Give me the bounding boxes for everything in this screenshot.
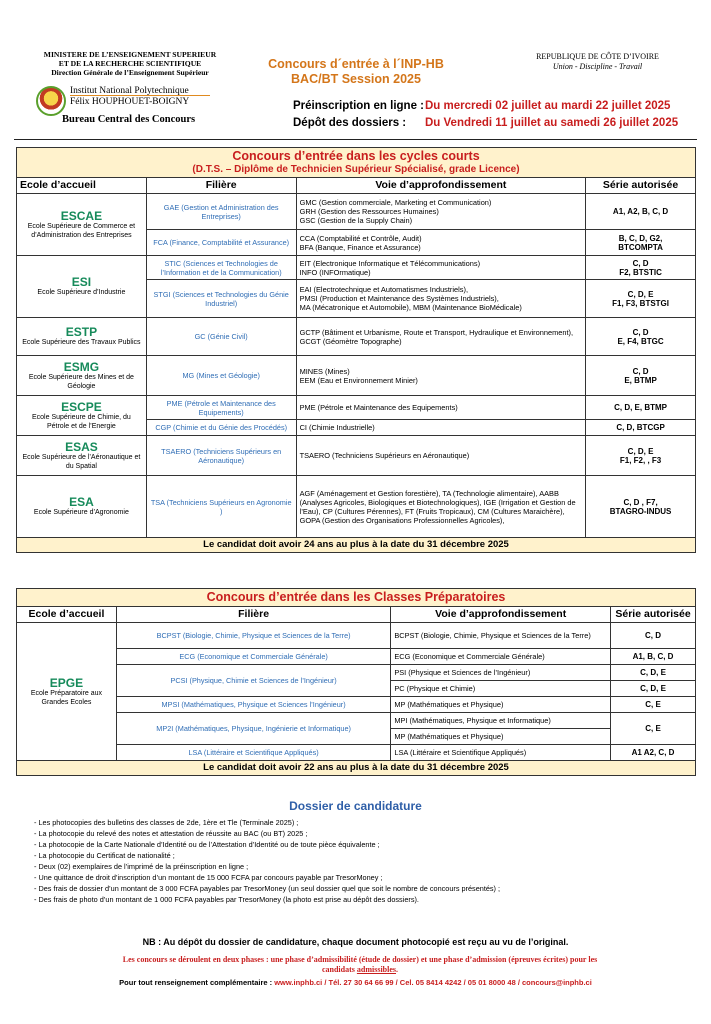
preinscription-label: Préinscription en ligne : <box>293 100 424 112</box>
school-cell <box>17 256 147 318</box>
voie-cell: MP (Mathématiques et Physique) <box>391 697 611 713</box>
voie-cell: TSAERO (Techniciens Supérieurs en Aéronautique) <box>296 436 586 476</box>
serie-cell: C, D <box>611 623 696 649</box>
table-row <box>17 665 696 681</box>
prep-classes-footer: Le candidat doit avoir 22 ans au plus à la date du 31 décembre 2025 <box>17 761 696 776</box>
serie-item: C, D , F7, <box>623 497 658 507</box>
serie-cell: C, D, E, BTMP <box>586 396 696 420</box>
title-line-2: BAC/BT Session 2025 <box>291 72 421 86</box>
voie-item: GRH (Gestion des Ressources Humaines) <box>299 207 439 216</box>
depot-dates: Du Vendredi 11 juillet au samedi 26 juillet 2025 <box>425 117 679 129</box>
bureau-concours: Bureau Central des Concours <box>62 114 196 125</box>
serie-item: C, D, E <box>627 446 654 456</box>
phases-end: . <box>396 965 399 974</box>
list-item: - La photocopie de la Carte Nationale d’Identité ou de l’Attestation d’Identité ou de toute pièce équivalente ; <box>34 840 380 849</box>
dates-block <box>293 98 678 132</box>
serie-cell <box>586 476 696 538</box>
col-header-filiere: Filière <box>116 607 390 623</box>
serie-cell: C, D, BTCGP <box>586 420 696 436</box>
contact-label: Pour tout renseignement complémentaire : <box>119 978 275 987</box>
school-name: Ecole Supérieure d’Industrie <box>37 289 126 297</box>
filiere-cell: TSA (Techniciens Supérieurs en Agronomie ) <box>146 476 296 538</box>
school-name: Ecole Supérieure de Commerce et d’Administration des Entreprises <box>27 223 136 239</box>
short-cycles-title: Concours d’entrée dans les cycles courts <box>232 149 480 163</box>
table-row <box>17 476 696 538</box>
serie-cell <box>586 436 696 476</box>
voie-cell: PME (Pétrole et Maintenance des Equipements) <box>296 396 586 420</box>
republic-motto: Union - Discipline - Travail <box>552 62 643 71</box>
inp-name-line-2: Félix HOUPHOUET-BOIGNY <box>70 97 190 107</box>
voie-cell: AGF (Aménagement et Gestion forestière), TA (Technologie alimentaire), AABB (Analyses Agricoles, Biologiques et Biotechnologiques), IGE (Irrigation et Gestion de l’Eau), CP (Cultures Pérennes), FT (Fruits Tropicaux), CM (Cultures Maraichère), GOPA (Gestion des Organisations Professionnelles Agricoles), <box>296 476 586 538</box>
inp-block <box>30 84 230 132</box>
voie-cell: MPI (Mathématiques, Physique et Informatique) <box>391 713 611 729</box>
voie-item: GSC (Gestion de la Supply Chain) <box>299 216 413 225</box>
serie-item: F2, BTSTIC <box>619 267 662 277</box>
list-item: - Des frais de dossier d’un montant de 3 000 FCFA payables par TresorMoney (un seul dossier quel que soit le nombre de concours présentés) ; <box>34 884 501 893</box>
col-header-filiere: Filière <box>146 178 296 194</box>
filiere-cell: GAE (Gestion et Administration des Entreprises) <box>146 194 296 230</box>
table-row <box>17 256 696 280</box>
serie-cell: A1, A2, B, C, D <box>586 194 696 230</box>
filiere-cell: ECG (Economique et Commerciale Générale) <box>116 649 390 665</box>
table-row <box>17 745 696 761</box>
school-abbr: ESI <box>71 275 92 290</box>
voie-cell <box>296 318 586 356</box>
prep-classes-title: Concours d’entrée dans les Classes Préparatoires <box>206 590 506 604</box>
filiere-cell: PCSI (Physique, Chimie et Sciences de l’Ingénieur) <box>116 665 390 697</box>
school-abbr: EPGE <box>49 676 84 690</box>
table-row <box>17 623 696 649</box>
voie-cell <box>296 280 586 318</box>
phases-line-2 <box>60 965 660 975</box>
header-divider <box>14 139 697 140</box>
school-abbr: ESCAE <box>60 209 103 223</box>
school-cell <box>17 436 147 476</box>
col-header-ecole: Ecole d’accueil <box>17 178 147 194</box>
serie-item: C, D <box>632 366 649 376</box>
list-item: - Des frais de photo d’un montant de 1 000 FCFA payables par TresorMoney (la photo est prise au dépôt des dossiers). <box>34 895 419 904</box>
table-row <box>17 318 696 356</box>
col-header-serie: Série autorisée <box>586 178 696 194</box>
serie-item: F1, F3, BTSTGI <box>612 298 670 308</box>
title-line-1: Concours d´entrée à l´INP-HB <box>268 57 444 71</box>
col-header-ecole: Ecole d’accueil <box>17 607 117 623</box>
voie-cell <box>296 230 586 256</box>
nb-note: NB : Au dépôt du dossier de candidature, chaque document photocopié est reçu au vu de l’original. <box>142 937 569 947</box>
phases-note <box>60 955 660 975</box>
ministry-block <box>24 50 236 77</box>
serie-item: C, D, E <box>627 289 654 299</box>
col-header-serie: Série autorisée <box>611 607 696 623</box>
ministry-line-3: Direction Générale de l’Enseignement Supérieur <box>51 68 209 77</box>
school-name: Ecole Supérieure de Chimie, du Pétrole et de l’Energie <box>31 414 131 430</box>
phases-text: candidats <box>321 965 357 974</box>
voie-cell: ECG (Economique et Commerciale Générale) <box>391 649 611 665</box>
contact-details-link[interactable]: www.inphb.ci / Tél. 27 30 64 66 99 / Cel. 05 8414 4242 / 05 01 8000 48 / concours@inphb.ci <box>274 978 592 987</box>
serie-cell <box>586 318 696 356</box>
voie-item: MA (Mécatronique et Automobile), MBM (Maintenance BioMédicale) <box>299 303 522 312</box>
school-cell <box>17 623 117 761</box>
voie-cell <box>296 256 586 280</box>
table-row <box>17 194 696 230</box>
voie-item: PMSI (Production et Maintenance des Systèmes Industriels), <box>299 294 499 303</box>
contact-line <box>0 978 711 987</box>
filiere-cell: MP2I (Mathématiques, Physique, Ingénierie et Informatique) <box>116 713 390 745</box>
school-name: Ecole Supérieure des Mines et de Géologie <box>28 374 134 390</box>
voie-cell <box>296 194 586 230</box>
serie-item: C, D <box>632 327 649 337</box>
list-item: - Les photocopies des bulletins des classes de 2de, 1ère et Tle (Terminale 2025) ; <box>34 818 299 827</box>
school-name: Ecole Préparatoire aux Grandes Ecoles <box>30 690 103 706</box>
inp-logo-icon <box>36 86 66 116</box>
serie-item: BTCOMPTA <box>618 242 663 252</box>
serie-item: BTAGRO-INDUS <box>609 506 672 516</box>
serie-cell: C, E <box>611 713 696 745</box>
list-item: - Une quittance de droit d’inscription d’un montant de 15 000 FCFA par concours payable par TresorMoney ; <box>34 873 383 882</box>
voie-item: EIT (Electronique Informatique et Télécommunications) <box>299 258 481 268</box>
republic-block <box>500 52 695 72</box>
ministry-line-2: ET DE LA RECHERCHE SCIENTIFIQUE <box>58 59 202 68</box>
voie-item: CCA (Comptabilité et Contrôle, Audit) <box>299 233 422 243</box>
filiere-cell: STGI (Sciences et Technologies du Génie Industriel) <box>146 280 296 318</box>
filiere-cell: GC (Génie Civil) <box>146 318 296 356</box>
filiere-cell: PME (Pétrole et Maintenance des Equipements) <box>146 396 296 420</box>
voie-cell: PSI (Physique et Sciences de l’Ingénieur) <box>391 665 611 681</box>
dossier-title: Dossier de candidature <box>289 799 422 813</box>
school-abbr: ESTP <box>65 325 98 340</box>
school-cell <box>17 476 147 538</box>
school-cell <box>17 318 147 356</box>
serie-cell <box>586 280 696 318</box>
preinscription-dates: Du mercredi 02 juillet au mardi 22 juillet 2025 <box>425 100 671 112</box>
serie-item: E, BTMP <box>624 375 657 385</box>
voie-cell: MP (Mathématiques et Physique) <box>391 729 611 745</box>
republic-name: REPUBLIQUE DE CÔTE D’IVOIRE <box>536 52 659 61</box>
table-row <box>17 356 696 396</box>
filiere-cell: FCA (Finance, Comptabilité et Assurance) <box>146 230 296 256</box>
serie-cell: A1, B, C, D <box>611 649 696 665</box>
inp-divider <box>70 95 210 96</box>
voie-cell <box>296 356 586 396</box>
voie-item: EEM (Eau et Environnement Minier) <box>299 375 418 385</box>
dossier-list <box>34 817 694 905</box>
list-item: - La photocopie du relevé des notes et attestation de réussite au BAC (ou BT) 2025 ; <box>34 829 308 838</box>
serie-cell <box>586 230 696 256</box>
filiere-cell: BCPST (Biologie, Chimie, Physique et Sciences de la Terre) <box>116 623 390 649</box>
inp-name-line-1: Institut National Polytechnique <box>70 86 189 96</box>
filiere-cell: STIC (Sciences et Technologies de l’Information et de la Communication) <box>146 256 296 280</box>
filiere-cell: CGP (Chimie et du Génie des Procédés) <box>146 420 296 436</box>
short-cycles-footer: Le candidat doit avoir 24 ans au plus à la date du 31 décembre 2025 <box>17 538 696 553</box>
school-name: Ecole Supérieure d’Agronomie <box>33 509 129 517</box>
col-header-voie: Voie d’approfondissement <box>391 607 611 623</box>
serie-item: C, D <box>632 258 649 268</box>
phases-underlined: admissibles <box>356 965 397 974</box>
serie-cell: C, D, E <box>611 665 696 681</box>
table-row <box>17 697 696 713</box>
short-cycles-subtitle: (D.T.S. – Diplôme de Technicien Supérieur Spécialisé, grade Licence) <box>192 164 520 175</box>
voie-cell: CI (Chimie Industrielle) <box>296 420 586 436</box>
school-name: Ecole Supérieure de l’Aéronautique et du Spatial <box>22 454 141 470</box>
voie-item: BFA (Banque, Finance et Assurance) <box>299 242 421 252</box>
serie-item: E, F4, BTGC <box>617 336 664 346</box>
serie-cell: C, E <box>611 697 696 713</box>
phases-line-1: Les concours se déroulent en deux phases : une phase d’admissibilité (étude de dossier) et une phase d’admission (épreuves écrites) pour les <box>122 955 598 964</box>
voie-cell: BCPST (Biologie, Chimie, Physique et Sciences de la Terre) <box>391 623 611 649</box>
voie-item: GCTP (Bâtiment et Urbanisme, Route et Transport, Hydraulique et Environnement), <box>299 327 574 337</box>
voie-item: GCGT (Géomètre Topographe) <box>299 336 402 346</box>
school-abbr: ESA <box>69 495 94 510</box>
list-item: - La photocopie du Certificat de nationalité ; <box>34 851 175 860</box>
serie-cell: C, D, E <box>611 681 696 697</box>
filiere-cell: LSA (Littéraire et Scientifique Appliqués) <box>116 745 390 761</box>
short-cycles-table <box>16 147 696 553</box>
table-row <box>17 436 696 476</box>
voie-item: GMC (Gestion commerciale, Marketing et Communication) <box>299 198 492 207</box>
voie-cell: PC (Physique et Chimie) <box>391 681 611 697</box>
page-title <box>236 57 476 87</box>
filiere-cell: TSAERO (Techniciens Supérieurs en Aéronautique) <box>146 436 296 476</box>
depot-label: Dépôt des dossiers : <box>293 117 407 129</box>
table-row <box>17 713 696 729</box>
school-name: Ecole Supérieure des Travaux Publics <box>22 339 141 347</box>
table-row <box>17 396 696 420</box>
school-cell <box>17 194 147 256</box>
serie-cell: A1 A2, C, D <box>611 745 696 761</box>
serie-item: B, C, D, G2, <box>618 233 663 243</box>
school-cell <box>17 356 147 396</box>
school-abbr: ESMG <box>63 360 100 374</box>
voie-item: MINES (Mines) <box>299 366 350 376</box>
school-abbr: ESCPE <box>61 400 102 414</box>
serie-cell <box>586 356 696 396</box>
filiere-cell: MG (Mines et Géologie) <box>146 356 296 396</box>
serie-cell <box>586 256 696 280</box>
prep-classes-table <box>16 588 696 776</box>
filiere-cell: MPSI (Mathématiques, Physique et Sciences l’Ingénieur) <box>116 697 390 713</box>
serie-item: F1, F2, , F3 <box>619 455 662 465</box>
table-row <box>17 649 696 665</box>
col-header-voie: Voie d’approfondissement <box>296 178 586 194</box>
voie-item: INFO (INFOrmatique) <box>299 267 371 277</box>
list-item: - Deux (02) exemplaires de l’imprimé de la préinscription en ligne ; <box>34 862 249 871</box>
voie-cell: LSA (Littéraire et Scientifique Appliqués) <box>391 745 611 761</box>
ministry-line-1: MINISTERE DE L’ENSEIGNEMENT SUPERIEUR <box>43 50 217 59</box>
school-cell <box>17 396 147 436</box>
voie-item: EAI (Electrotechnique et Automatismes Industriels), <box>299 285 468 294</box>
school-abbr: ESAS <box>65 440 98 454</box>
